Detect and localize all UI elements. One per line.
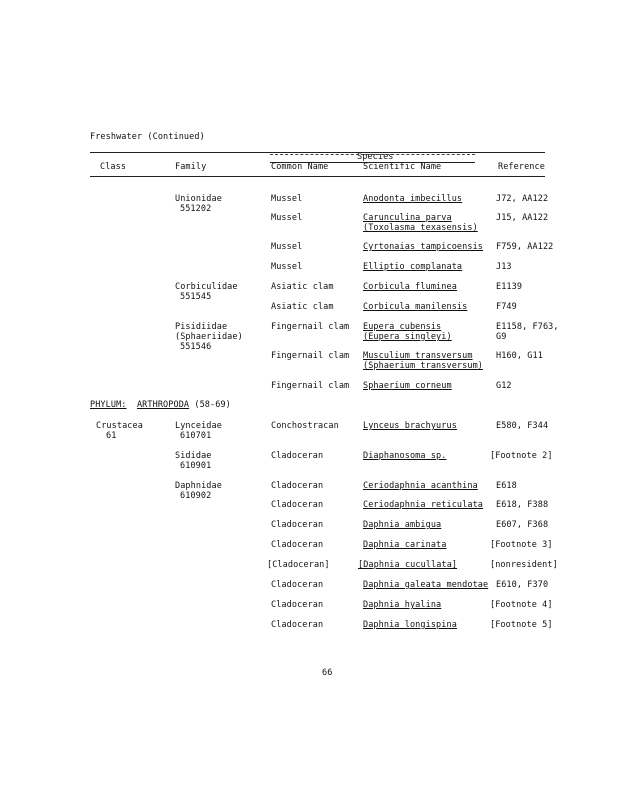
common-name-cell: Fingernail clam: [271, 322, 350, 332]
reference-cell: [Footnote 3]: [490, 540, 553, 550]
scientific-name-cell: [Daphnia cucullata]: [358, 560, 458, 570]
family-cell: Daphnidae 610902: [175, 481, 222, 501]
common-name-cell: Mussel: [271, 242, 303, 252]
reference-cell: [nonresident]: [490, 560, 558, 570]
common-name-cell: Cladoceran: [271, 520, 324, 530]
common-name-cell: Cladoceran: [271, 600, 324, 610]
reference-cell: E610, F370: [496, 580, 549, 590]
scientific-name-cell: Carunculina parva (Toxolasma texasensis): [363, 213, 478, 233]
reference-cell: F749: [496, 302, 517, 312]
common-name-cell: Mussel: [271, 213, 303, 223]
family-cell: Corbiculidae 551545: [175, 282, 238, 302]
scientific-name-cell: Musculium transversum (Sphaerium transversum): [363, 351, 484, 371]
scientific-name-cell: Daphnia carinata: [363, 540, 447, 550]
common-name-cell: Cladoceran: [271, 620, 324, 630]
common-name-cell: Asiatic clam: [271, 302, 334, 312]
scientific-name-cell: Daphnia ambigua: [363, 520, 442, 530]
reference-cell: E1158, F763, G9: [496, 322, 559, 342]
common-name-cell: Cladoceran: [271, 451, 324, 461]
scientific-name-cell: Lynceus brachyurus: [363, 421, 457, 431]
common-name-cell: Asiatic clam: [271, 282, 334, 292]
reference-cell: [Footnote 4]: [490, 600, 553, 610]
reference-cell: H160, G11: [496, 351, 543, 361]
scientific-name-cell: Cyrtonaias tampicoensis: [363, 242, 484, 252]
reference-cell: J72, AA122: [496, 194, 549, 204]
common-name-cell: Cladoceran: [271, 540, 324, 550]
scientific-name-cell: Daphnia hyalina: [363, 600, 442, 610]
reference-cell: F759, AA122: [496, 242, 554, 252]
scientific-name-cell: Daphnia galeata mendotae: [363, 580, 489, 590]
common-name-cell: [Cladoceran]: [267, 560, 330, 570]
page-number: 66: [322, 668, 333, 678]
common-name-cell: Mussel: [271, 262, 303, 272]
common-name-cell: Conchostracan: [271, 421, 339, 431]
reference-cell: G12: [496, 381, 512, 391]
family-cell: Lynceidae 610701: [175, 421, 222, 441]
class-cell: Crustacea 61: [96, 421, 143, 441]
scientific-name-cell: Corbicula manilensis: [363, 302, 468, 312]
scientific-name-cell: Daphnia longispina: [363, 620, 457, 630]
reference-cell: E607, F368: [496, 520, 549, 530]
col-header-scientific-name: Scientific Name: [363, 162, 442, 172]
phylum-heading: PHYLUM: ARTHROPODA (58-69): [90, 400, 231, 410]
family-cell: Unionidae 551202: [175, 194, 222, 214]
reference-cell: E618, F388: [496, 500, 549, 510]
reference-cell: E618: [496, 481, 517, 491]
scientific-name-cell: Anodonta imbecillus: [363, 194, 463, 204]
common-name-cell: Cladoceran: [271, 481, 324, 491]
scientific-name-cell: Elliptio complanata: [363, 262, 463, 272]
reference-cell: J13: [496, 262, 512, 272]
scientific-name-cell: Diaphanosoma sp.: [363, 451, 447, 461]
reference-cell: E1139: [496, 282, 523, 292]
scientific-name-cell: Sphaerium corneum: [363, 381, 452, 391]
header-top-rule: [90, 152, 545, 153]
common-name-cell: Cladoceran: [271, 580, 324, 590]
col-header-common-name: Common Name: [271, 162, 329, 172]
section-title: Freshwater (Continued): [90, 132, 205, 142]
reference-cell: [Footnote 5]: [490, 620, 553, 630]
col-header-family: Family: [175, 162, 207, 172]
reference-cell: E580, F344: [496, 421, 549, 431]
scientific-name-cell: Ceriodaphnia acanthina: [363, 481, 478, 491]
col-header-class: Class: [100, 162, 127, 172]
common-name-cell: Cladoceran: [271, 500, 324, 510]
header-bottom-rule: [90, 176, 545, 177]
scientific-name-cell: Corbicula fluminea: [363, 282, 457, 292]
reference-cell: J15, AA122: [496, 213, 549, 223]
scientific-name-cell: Eupera cubensis (Eupera singleyi): [363, 322, 452, 342]
scientific-name-cell: Ceriodaphnia reticulata: [363, 500, 484, 510]
family-cell: Pisidiidae (Sphaeriidae) 551546: [175, 322, 243, 352]
common-name-cell: Fingernail clam: [271, 351, 350, 361]
reference-cell: [Footnote 2]: [490, 451, 553, 461]
col-header-reference: Reference: [498, 162, 545, 172]
family-cell: Sididae 610901: [175, 451, 212, 471]
species-heading: Species: [357, 152, 394, 162]
common-name-cell: Fingernail clam: [271, 381, 350, 391]
common-name-cell: Mussel: [271, 194, 303, 204]
